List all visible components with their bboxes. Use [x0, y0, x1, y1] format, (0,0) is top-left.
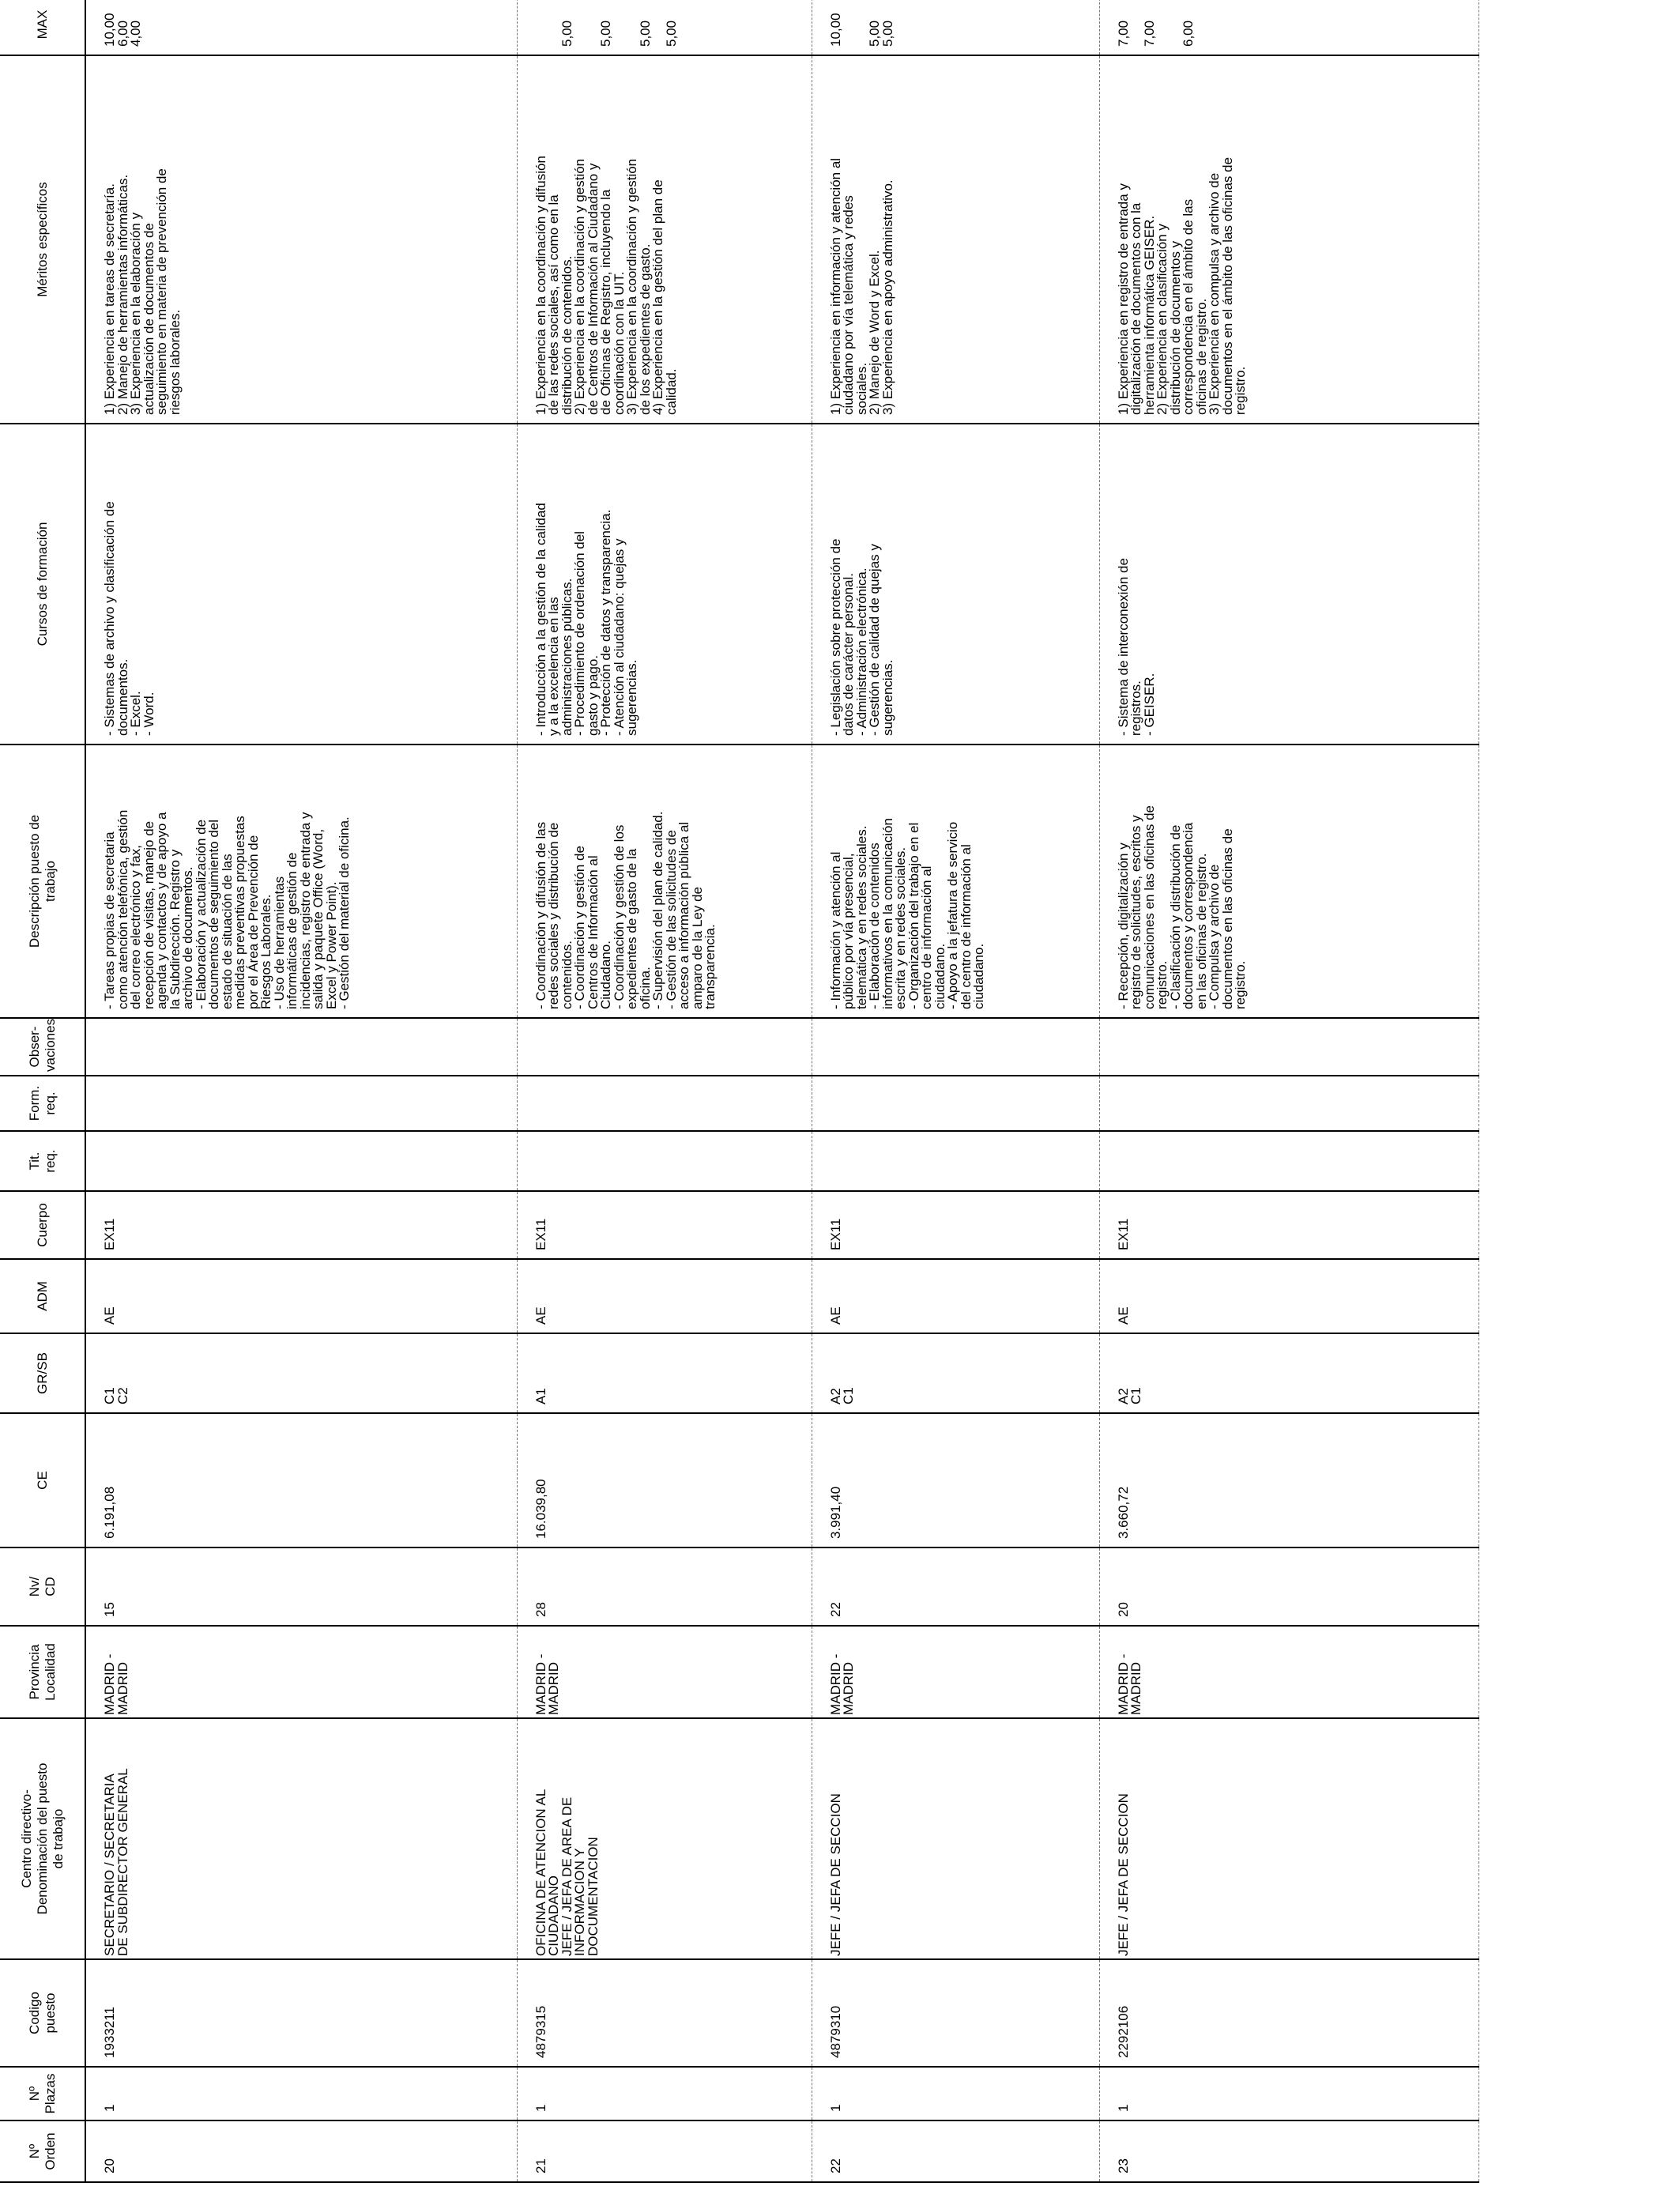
header-grupo: GR/SB [0, 1333, 85, 1413]
cell-plazas: 1 [812, 2067, 1099, 2120]
header-provincia: Provincia Localidad [0, 1626, 85, 1718]
cell-max: 10,00 5,00 5,00 [812, 0, 1099, 55]
header-centro: Centro directivo- Denominación del puesto de trabajo [0, 1718, 85, 1959]
cell-meritos: 1) Experiencia en información y atención al ciudadano por vía telemática y redes sociales. 2) Manejo de Word y Excel. 3) Experiencia en apoyo administrativo. [812, 55, 1099, 424]
cell-observaciones [85, 1018, 517, 1076]
table-row [1099, 0, 1478, 2182]
cell-ce: 16.039,80 [517, 1413, 812, 1547]
header-cursos: Cursos de formación [0, 424, 85, 745]
cell-centro: OFICINA DE ATENCION AL CIUDADANO JEFE / JEFA DE AREA DE INFORMACION Y DOCUMENTACION [517, 1718, 812, 1959]
cell-ce: 6.191,08 [85, 1413, 517, 1547]
cell-provincia: MADRID - MADRID [517, 1626, 812, 1718]
cell-provincia: MADRID - MADRID [1099, 1626, 1478, 1718]
cell-nivel: 28 [517, 1547, 812, 1626]
cell-descripcion: - Información y atención al público por vía presencial, telemática y en redes sociales. - Elaboración de contenidos informativos en la comunicación escrita y en redes sociales. - Organización del trabajo en el centro de información al ciudadano. - Apoyo a la jefatura de servicio del centro de información al ciudadano. [812, 745, 1099, 1018]
cell-grupo: A2 C1 [1099, 1333, 1478, 1413]
cell-nivel: 22 [812, 1547, 1099, 1626]
cell-cursos: - Introducción a la gestión de la calidad y a la excelencia en las administraciones públicas. - Procedimiento de ordenación del gasto y pago. - Protección de datos y transparencia. - Atención al ciudadano: quejas y sugerencias. [517, 424, 812, 745]
cell-plazas: 1 [1099, 2067, 1478, 2120]
header-meritos: Méritos específicos [0, 55, 85, 424]
table-row [517, 0, 812, 2182]
cell-formacion [1099, 1076, 1478, 1131]
header-titulacion: Tit. req. [0, 1131, 85, 1191]
cell-max: 10,00 6,00 4,00 [85, 0, 517, 55]
cell-nivel: 15 [85, 1547, 517, 1626]
rotated-table-wrapper [0, 2, 1501, 2183]
cell-observaciones [1099, 1018, 1478, 1076]
cell-codigo: 4879315 [517, 1959, 812, 2067]
cell-centro: JEFE / JEFA DE SECCION [1099, 1718, 1478, 1959]
cell-plazas: 1 [517, 2067, 812, 2120]
header-formacion: Form. req. [0, 1076, 85, 1131]
cell-plazas: 1 [85, 2067, 517, 2120]
cell-codigo: 4879310 [812, 1959, 1099, 2067]
cell-ce: 3.991,40 [812, 1413, 1099, 1547]
table-row [812, 0, 1099, 2182]
cell-orden: 21 [517, 2120, 812, 2182]
cell-titulacion [85, 1131, 517, 1191]
header-orden: Nº Orden [0, 2120, 85, 2182]
cell-formacion [85, 1076, 517, 1131]
header-nivel: Nv/ CD [0, 1547, 85, 1626]
cell-formacion [812, 1076, 1099, 1131]
cell-adm: AE [85, 1259, 517, 1333]
cell-codigo: 1933211 [85, 1959, 517, 2067]
cell-cursos: - Sistema de interconexión de registros. - GEISER. [1099, 424, 1478, 745]
header-codigo: Codigo puesto [0, 1959, 85, 2067]
cell-provincia: MADRID - MADRID [812, 1626, 1099, 1718]
cell-cuerpo: EX11 [1099, 1191, 1478, 1259]
cell-titulacion [517, 1131, 812, 1191]
cell-centro: JEFE / JEFA DE SECCION [812, 1718, 1099, 1959]
cell-cuerpo: EX11 [517, 1191, 812, 1259]
cell-provincia: MADRID - MADRID [85, 1626, 517, 1718]
cell-cursos: - Sistemas de archivo y clasificación de documentos. - Excel. - Word. [85, 424, 517, 745]
cell-titulacion [812, 1131, 1099, 1191]
cell-descripcion: - Tareas propias de secretaria como atención telefónica, gestión del correo electrónico y fax, recepción de visitas, manejo de agenda y contactos y de apoyo a la Subdirección. Registro y archivo de documentos. - Elaboración y actualización de documentos de seguimiento del estado de situación de las medidas preventivas propuestas por el Área de Prevención de Riesgos Laborales. - Uso de herramientas informáticas de gestión de incidencias, registro de entrada y salida y paquete Office (Word, Excel y Power Point). - Gestión del material de oficina. [85, 745, 517, 1018]
cell-adm: AE [1099, 1259, 1478, 1333]
cell-grupo: C1 C2 [85, 1333, 517, 1413]
header-cuerpo: Cuerpo [0, 1191, 85, 1259]
cell-meritos: 1) Experiencia en tareas de secretaría. 2) Manejo de herramientas informáticas. 3) Experiencia en la elaboración y actualización de documentos de seguimiento en materia de prevención de riesgos laborales. [85, 55, 517, 424]
header-plazas: Nº Plazas [0, 2067, 85, 2120]
cell-adm: AE [812, 1259, 1099, 1333]
cell-nivel: 20 [1099, 1547, 1478, 1626]
cell-ce: 3.660,72 [1099, 1413, 1478, 1547]
cell-centro: SECRETARIO / SECRETARIA DE SUBDIRECTOR GENERAL [85, 1718, 517, 1959]
cell-descripcion: - Recepción, digitalización y registro de solicitudes, escritos y comunicaciones en las oficinas de registro. - Clasificación y distribución de documentos y correspondencia en las oficinas de registro. - Compulsa y archivo de documentos en las oficinas de registro. [1099, 745, 1478, 1018]
header-row [0, 0, 85, 2182]
header-ce: CE [0, 1413, 85, 1547]
header-max: MAX [0, 0, 85, 55]
header-descripcion: Descripción puesto de trabajo [0, 745, 85, 1018]
cell-grupo: A1 [517, 1333, 812, 1413]
cell-observaciones [812, 1018, 1099, 1076]
cell-observaciones [517, 1018, 812, 1076]
cell-cuerpo: EX11 [812, 1191, 1099, 1259]
cell-max: 7,00 7,00 6,00 [1099, 0, 1478, 55]
header-adm: ADM [0, 1259, 85, 1333]
cell-max: 5,00 5,00 5,00 5,00 [517, 0, 812, 55]
cell-cuerpo: EX11 [85, 1191, 517, 1259]
cell-formacion [517, 1076, 812, 1131]
cell-adm: AE [517, 1259, 812, 1333]
cell-orden: 20 [85, 2120, 517, 2182]
header-observaciones: Obser- vaciones [0, 1018, 85, 1076]
cell-meritos: 1) Experiencia en registro de entrada y digitalización de documentos con la herramienta informática GEISER. 2) Experiencia en clasificación y distribución de documentos y correspondencia en el ámbito de las oficinas de registro. 3) Experiencia en compulsa y archivo de documentos en el ámbito de las oficinas de registro. [1099, 55, 1478, 424]
cell-orden: 23 [1099, 2120, 1478, 2182]
cell-descripcion: - Coordinación y difusión de las redes sociales y distribución de contenidos. - Coordinación y gestión de Centros de Información al Ciudadano. - Coordinación y gestión de los expedientes de gasto de la oficina. - Supervisión del plan de calidad. - Gestión de las solicitudes de acceso a información pública al amparo de la Ley de transparencia. [517, 745, 812, 1018]
cell-cursos: - Legislación sobre protección de datos de carácter personal. - Administración electrónica. - Gestión de calidad de quejas y sugerencias. [812, 424, 1099, 745]
cell-codigo: 2292106 [1099, 1959, 1478, 2067]
cell-meritos: 1) Experiencia en la coordinación y difusión de las redes sociales, así como en la distribución de contenidos. 2) Experiencia en la coordinación y gestión de Centros de Información al Ciudadano y de Oficinas de Registro, incluyendo la coordinación con la UIT. 3) Experiencia en la coordinación y gestión de los expedientes de gasto. 4) Experiencia en la gestión del plan de calidad. [517, 55, 812, 424]
table-row [85, 0, 517, 2182]
cell-orden: 22 [812, 2120, 1099, 2182]
cell-titulacion [1099, 1131, 1478, 1191]
cell-grupo: A2 C1 [812, 1333, 1099, 1413]
